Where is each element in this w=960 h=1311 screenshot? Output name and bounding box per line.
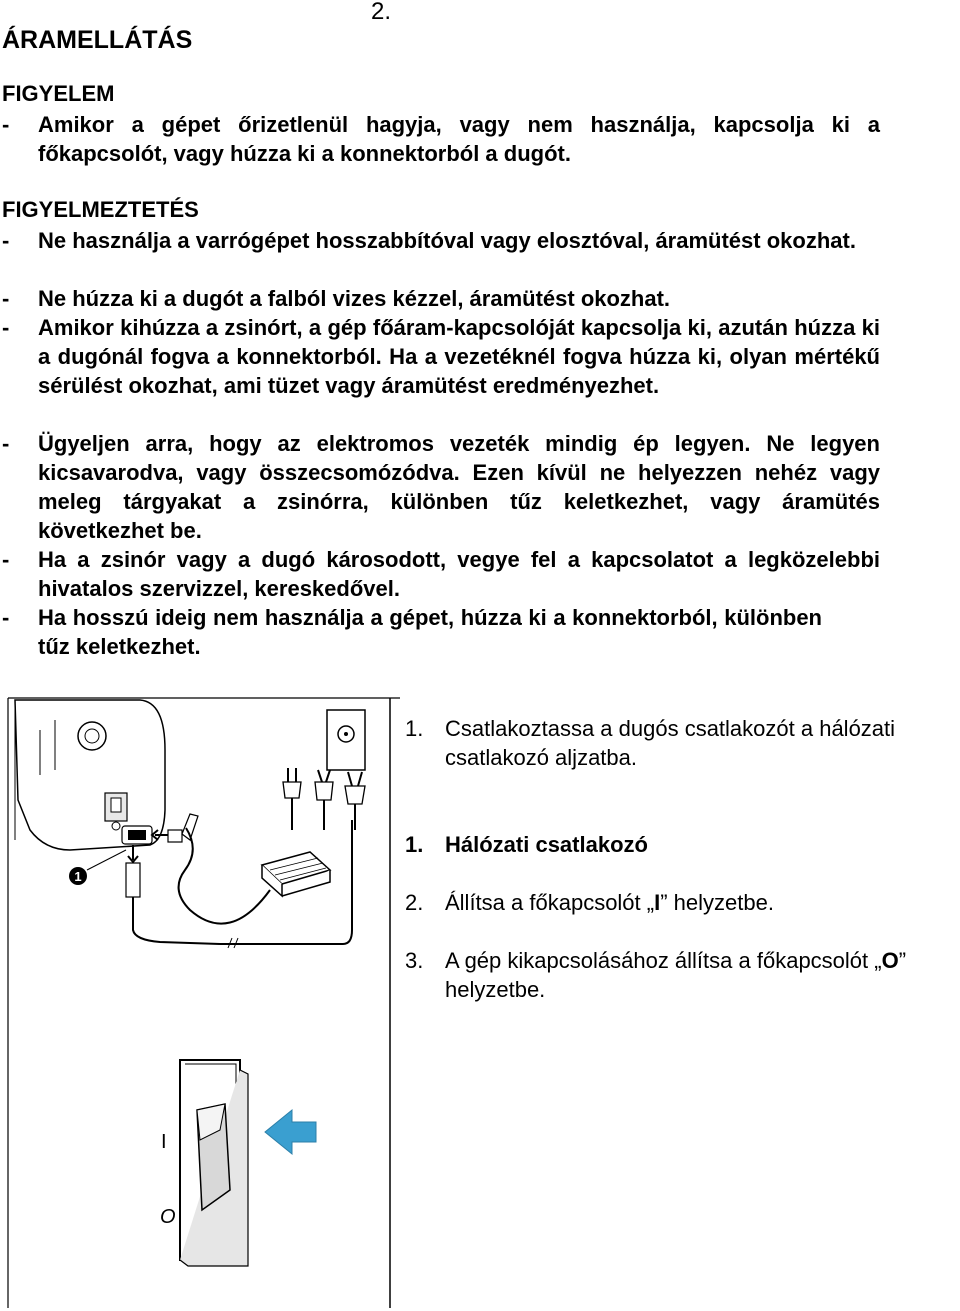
figyelmeztetes-heading: FIGYELMEZTETÉS (2, 197, 199, 222)
page-title: ÁRAMELLÁTÁS (2, 26, 193, 54)
figure-caption-1 (405, 830, 960, 859)
step-text-part: Állítsa a főkapcsolót „ (445, 890, 655, 915)
callout-number: 1 (74, 869, 82, 884)
power-switch-illustration (60, 1040, 320, 1290)
step-number: 3. (405, 948, 424, 973)
step-text (445, 888, 960, 917)
plug-variant-icon (315, 770, 333, 830)
switch-position-label: O (881, 948, 899, 973)
warning-item-5 (2, 545, 880, 603)
warning-item-text: Ha a zsinór vagy a dugó károsodott, vegye fel a kapcsolatot a legközelebbi hivatalos szervizzel, kereskedővel. (38, 547, 880, 601)
switch-off-label: O (160, 1206, 176, 1228)
caption-text: Hálózati csatlakozó (445, 832, 648, 857)
bullet-dash: - (2, 286, 10, 311)
warning-item-3 (2, 313, 880, 400)
warning-item-text: Ne használja a varrógépet hosszabbítóval vagy elosztóval, áramütést okozhat. (38, 228, 856, 253)
bullet-dash: - (2, 547, 10, 572)
press-arrow-icon (265, 1110, 316, 1154)
warning-item-1 (2, 226, 880, 255)
warning-item-text: Ügyeljen arra, hogy az elektromos vezeték mindig ép legyen. Ne legyen kicsavarodva, vagy összecsomózódva. Ezen kívül ne helyezzen nehéz vagy meleg tárgyakat a zsinórra, különben tűz keletkezhet, vagy áramütés következhet be. (38, 431, 880, 543)
step-text (445, 946, 960, 1004)
caption-number: 1. (405, 832, 424, 857)
step-text-part: A gép kikapcsolásához állítsa a főkapcsolót „ (445, 948, 882, 973)
warning-item-text: Ne húzza ki a dugót a falból vizes kézzel, áramütést okozhat. (38, 286, 671, 311)
warning-item-2 (2, 284, 880, 313)
step-3 (405, 946, 960, 1004)
warning-item-text: Ha hosszú ideig nem használja a gépet, húzza ki a konnektorból, különben tűz keletkezhet. (38, 605, 822, 659)
bullet-dash: - (2, 431, 10, 456)
switch-position-label: I (654, 890, 661, 915)
step-text-part: ” helyzetbe. (445, 948, 907, 1002)
step-2 (405, 888, 960, 917)
warning-item-text: Amikor kihúzza a zsinórt, a gép főáram-kapcsolóját kapcsolja ki, azután húzza ki a dugónál fogva a konnektorból. Ha a vezetéknél fogva húzza ki, olyan mértékű sérülést okozhat, ami tüzet vagy áramütést eredményezhet. (38, 315, 880, 398)
step-text-part: ” helyzetbe. (660, 890, 774, 915)
step-number: 2. (405, 890, 424, 915)
plug-variant-icon (345, 772, 365, 830)
bullet-dash: - (2, 112, 10, 137)
figyelem-item (2, 110, 880, 168)
warning-item-6 (2, 603, 822, 661)
switch-on-label: I (161, 1131, 167, 1153)
step-1 (405, 714, 960, 772)
warning-item-4 (2, 429, 880, 545)
figyelem-item-text: Amikor a gépet őrizetlenül hagyja, vagy nem használja, kapcsolja ki a főkapcsolót, vagy húzza ki a konnektorból a dugót. (38, 112, 880, 166)
step-text: Csatlakoztassa a dugós csatlakozót a hálózati csatlakozó aljzatba. (445, 716, 896, 770)
figyelem-heading: FIGYELEM (2, 81, 115, 106)
step-number: 1. (405, 716, 424, 741)
bullet-dash: - (2, 605, 10, 630)
bullet-dash: - (2, 228, 10, 253)
bullet-dash: - (2, 315, 10, 340)
plug-variant-icon (283, 768, 301, 830)
page-number: 2. (371, 0, 392, 25)
